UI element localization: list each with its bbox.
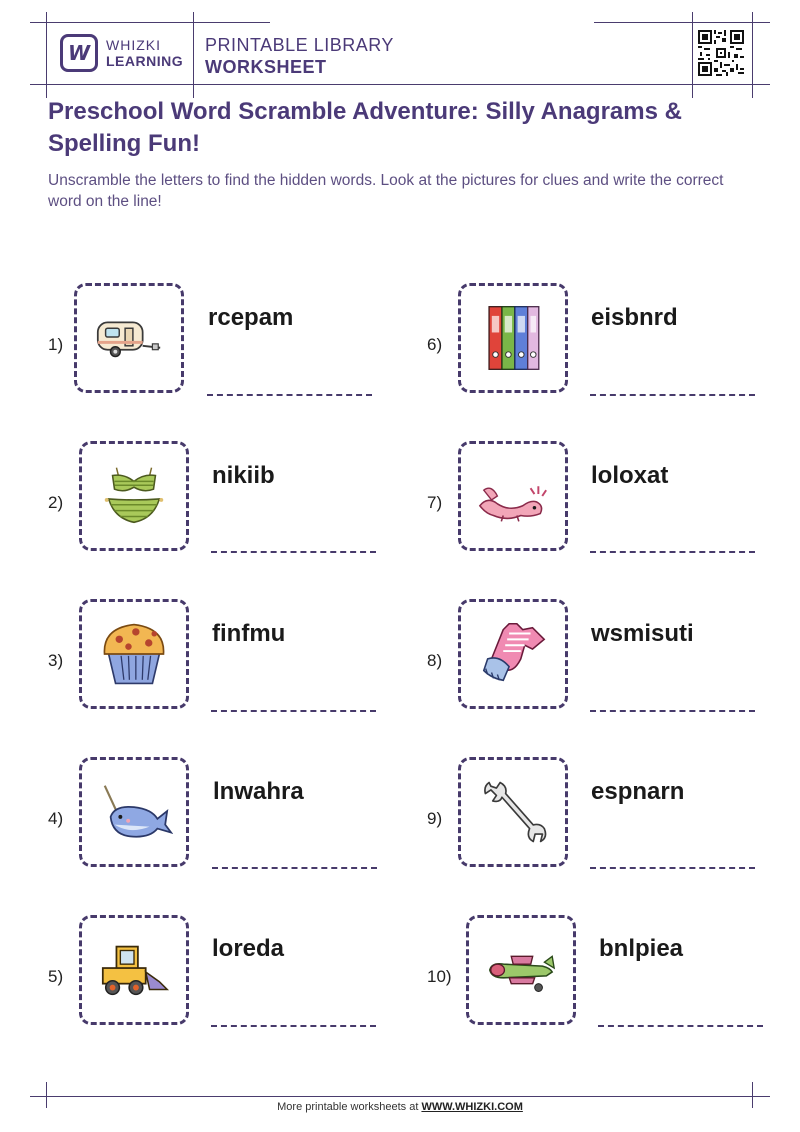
scrambled-word: lnwahra bbox=[213, 778, 304, 805]
header-divider-qr bbox=[692, 12, 693, 98]
binders-icon bbox=[474, 303, 552, 373]
item-number: 1) bbox=[48, 335, 64, 354]
scrambled-word: eisbnrd bbox=[591, 304, 678, 331]
worksheet-label: WORKSHEET bbox=[205, 57, 327, 77]
item-number: 7) bbox=[427, 493, 443, 512]
scrambled-word: finfmu bbox=[212, 620, 286, 647]
header-rule-top-left bbox=[30, 22, 270, 23]
item-number: 6) bbox=[427, 335, 443, 354]
header-divider-left bbox=[46, 12, 47, 98]
picture-frame bbox=[458, 757, 568, 867]
footer-link[interactable]: WWW.WHIZKI.COM bbox=[421, 1101, 523, 1113]
logo-text-bottom: LEARNING bbox=[106, 53, 184, 69]
logo-text-top: WHIZKI bbox=[106, 37, 161, 53]
answer-line[interactable] bbox=[590, 867, 755, 869]
picture-frame bbox=[74, 283, 184, 393]
biplane-icon bbox=[482, 935, 560, 1005]
muffin-icon bbox=[95, 619, 173, 689]
item-number: 8) bbox=[427, 651, 443, 670]
camper-icon bbox=[90, 303, 168, 373]
loader-icon bbox=[95, 935, 173, 1005]
picture-frame bbox=[466, 915, 576, 1025]
item-number: 3) bbox=[48, 651, 64, 670]
answer-line[interactable] bbox=[590, 710, 755, 712]
footer-rule bbox=[30, 1096, 770, 1097]
item-number: 4) bbox=[48, 809, 64, 828]
answer-line[interactable] bbox=[598, 1025, 763, 1027]
bikini-icon bbox=[95, 461, 173, 531]
footer-text: More printable worksheets at bbox=[277, 1101, 422, 1113]
scrambled-word: loreda bbox=[212, 935, 285, 962]
header-divider-right bbox=[752, 12, 753, 98]
picture-frame bbox=[79, 599, 189, 709]
item-number: 10) bbox=[427, 967, 452, 986]
answer-line[interactable] bbox=[212, 867, 377, 869]
whizki-logo[interactable] bbox=[60, 34, 98, 72]
page-title: Preschool Word Scramble Adventure: Silly Anagrams & Spelling Fun! bbox=[48, 98, 682, 157]
answer-line[interactable] bbox=[211, 551, 376, 553]
scrambled-word: bnlpiea bbox=[599, 935, 684, 962]
logo-mark: W bbox=[67, 41, 91, 65]
scrambled-word: wsmisuti bbox=[591, 620, 694, 647]
header-divider-middle bbox=[193, 12, 194, 98]
picture-frame bbox=[79, 757, 189, 867]
narwhal-icon bbox=[95, 777, 173, 847]
picture-frame bbox=[458, 441, 568, 551]
item-number: 5) bbox=[48, 967, 64, 986]
item-number: 2) bbox=[48, 493, 64, 512]
answer-line[interactable] bbox=[211, 1025, 376, 1027]
instructions: Unscramble the letters to find the hidden words. Look at the pictures for clues and write the correct word on the line! bbox=[48, 172, 724, 210]
spanner-icon bbox=[474, 777, 552, 847]
scrambled-word: nikiib bbox=[212, 462, 275, 489]
answer-line[interactable] bbox=[590, 551, 755, 553]
picture-frame bbox=[79, 915, 189, 1025]
scrambled-word: espnarn bbox=[591, 778, 685, 805]
picture-frame bbox=[458, 599, 568, 709]
library-label: PRINTABLE LIBRARY bbox=[205, 35, 394, 55]
header-rule-top-right bbox=[594, 22, 770, 23]
header-rule-bottom bbox=[30, 84, 770, 85]
answer-line[interactable] bbox=[590, 394, 755, 396]
scrambled-word: loloxat bbox=[591, 462, 669, 489]
picture-frame bbox=[79, 441, 189, 551]
answer-line[interactable] bbox=[211, 710, 376, 712]
item-number: 9) bbox=[427, 809, 443, 828]
scrambled-word: rcepam bbox=[208, 304, 294, 331]
footer bbox=[0, 1101, 800, 1113]
qr-code-icon[interactable] bbox=[698, 30, 744, 76]
picture-frame bbox=[458, 283, 568, 393]
axolotl-icon bbox=[474, 461, 552, 531]
answer-line[interactable] bbox=[207, 394, 372, 396]
swimsuit-icon bbox=[474, 619, 552, 689]
